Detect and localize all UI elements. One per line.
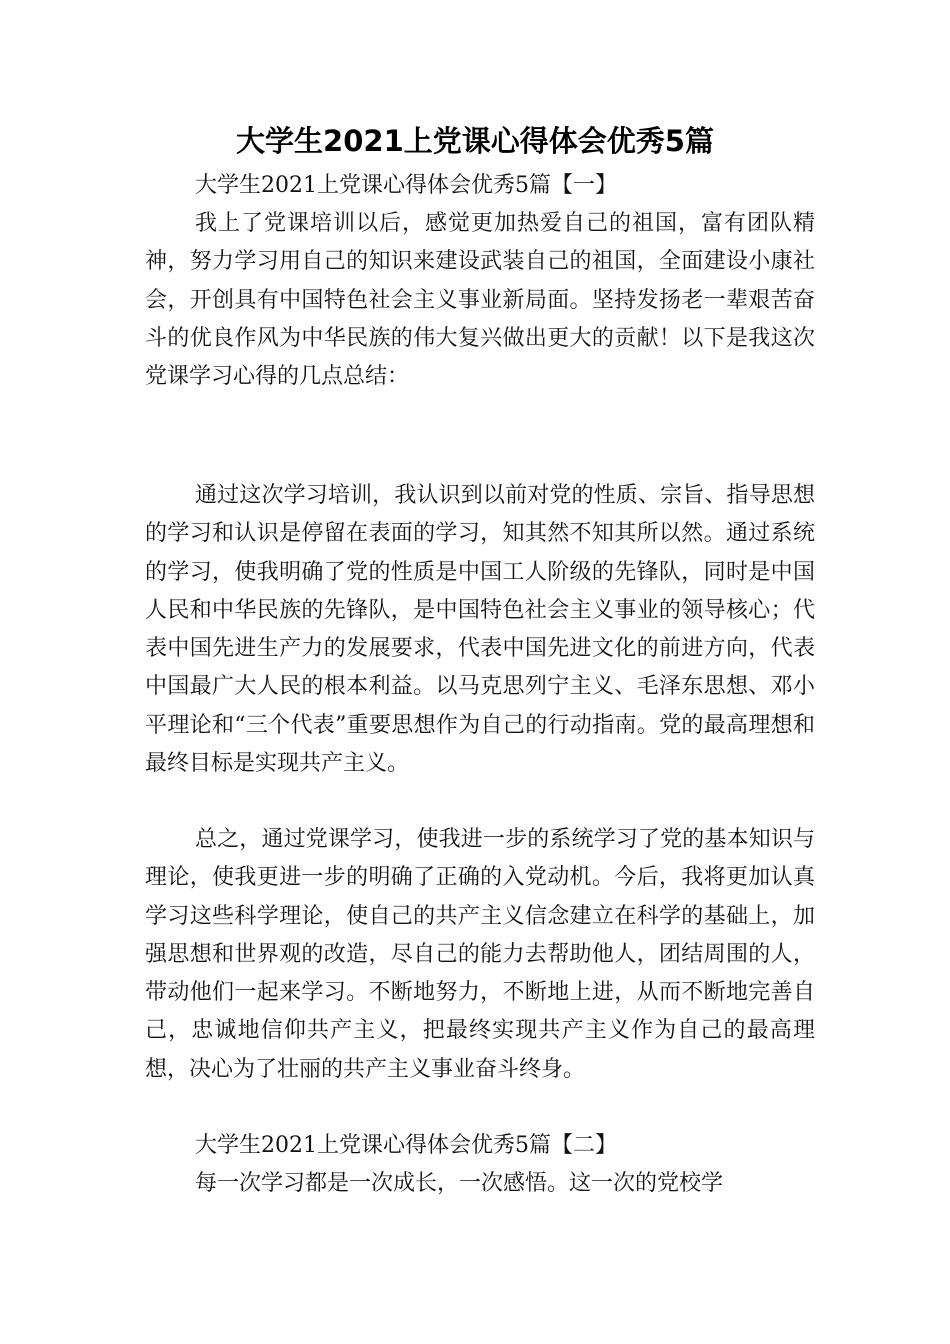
paragraph-3: 总之，通过党课学习，使我进一步的系统学习了党的基本知识与理论，使我更进一步的明确了正确的入党动机。今后，我将更加认真学习这些科学理论，使自己的共产主义信念建立在科学的基础上，加强思想和世界观的改造，尽自己的能力去帮助他人，团结周围的人，带动他们一起来学习。不断地努力，不断地上进，从而不断地完善自己，忠诚地信仰共产主义，把最终实现共产主义作为自己的最高理想，决心为了壮丽的共产主义事业奋斗终身。 xyxy=(145,827,815,1082)
section-heading-2: 大学生2021上党课心得体会优秀5篇【二】 xyxy=(195,1133,617,1158)
paragraph-2: 通过这次学习培训，我认识到以前对党的性质、宗旨、指导思想的学习和认识是停留在表面的学习，知其然不知其所以然。通过系统的学习，使我明确了党的性质是中国工人阶级的先锋队，同时是中国人民和中华民族的先锋队，是中国特色社会主义事业的领导核心；代表中国先进生产力的发展要求，代表中国先进文化的前进方向，代表中国最广大人民的根本利益。以马克思列宁主义、毛泽东思想、邓小平理论和“三个代表”重要思想作为自己的行动指南。党的最高理想和最终目标是实现共产主义。 xyxy=(145,483,815,777)
section-heading-1: 大学生2021上党课心得体会优秀5篇【一】 xyxy=(195,173,617,198)
paragraph-1: 我上了党课培训以后，感觉更加热爱自己的祖国，富有团队精神，努力学习用自己的知识来建设武装自己的祖国，全面建设小康社会，开创具有中国特色社会主义事业新局面。坚持发扬老一辈艰苦奋斗的优良作风为中华民族的伟大复兴做出更大的贡献！以下是我这次党课学习心得的几点总结： xyxy=(145,211,815,390)
paragraph-4: 每一次学习都是一次成长，一次感悟。这一次的党校学 xyxy=(195,1171,724,1196)
document-title: 大学生2021上党课心得体会优秀5篇 xyxy=(236,124,714,158)
